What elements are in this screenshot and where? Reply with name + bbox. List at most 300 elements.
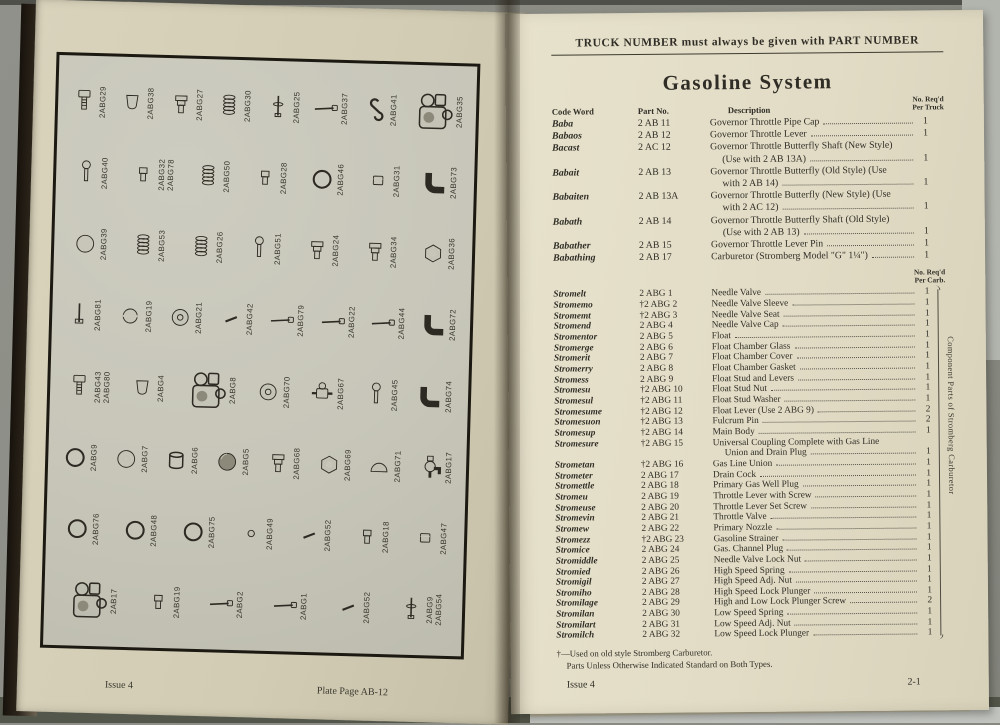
description-text: Governor Throttle Pipe Cap — [710, 116, 820, 129]
part-label: 2ABG52 — [323, 520, 332, 552]
lever-part-icon — [115, 302, 144, 331]
float-part-icon — [213, 447, 242, 476]
elbow-part-icon — [420, 311, 449, 340]
needle-part-icon — [207, 590, 236, 619]
quantity: 1 — [919, 479, 931, 490]
description-text: Union and Drain Plug — [713, 448, 807, 459]
code-word: Babath — [553, 216, 639, 229]
dotted-leader — [872, 257, 914, 258]
pin-part-icon — [333, 593, 362, 622]
code-word: Stromemt — [554, 311, 640, 322]
description — [713, 436, 931, 459]
part-number: 2 ABG 5 — [640, 331, 712, 342]
table-row — [556, 628, 932, 642]
description-text: Float Chamber Glass — [712, 341, 791, 352]
part-number: 2 ABG 30 — [642, 608, 714, 619]
code-word: Stromilart — [556, 620, 642, 631]
quantity: 1 — [920, 607, 932, 618]
description — [710, 140, 928, 166]
quantity: 1 — [918, 329, 930, 340]
part-figure — [362, 378, 400, 411]
part-figure — [166, 88, 204, 121]
quantity: 1 — [920, 564, 932, 575]
quantity: 1 — [920, 585, 932, 596]
description-text: Float Stud Washer — [712, 395, 780, 406]
quantity: 1 — [919, 521, 931, 532]
fitting-part-icon — [167, 90, 196, 119]
nut-part-icon — [410, 524, 439, 553]
dotted-leader — [782, 208, 913, 210]
code-word: Stromiddle — [556, 556, 642, 567]
description-text: Gas. Channel Plug — [714, 544, 784, 555]
description-text: Throttle Lever with Screw — [713, 490, 811, 502]
stud-part-icon — [263, 92, 292, 121]
part-figure — [302, 234, 340, 267]
part-figure — [251, 161, 289, 194]
dotted-leader — [782, 184, 913, 186]
part-number: 2 ABG 25 — [642, 555, 714, 566]
part-number: †2 ABG 15 — [641, 438, 713, 449]
dotted-leader — [782, 538, 916, 540]
code-word: Stromerge — [554, 343, 640, 354]
code-word: Babaiten — [553, 191, 639, 204]
part-label: 2ABG32 — [157, 159, 166, 191]
part-label: 2ABG9 — [90, 444, 99, 471]
cock-part-icon — [416, 453, 445, 482]
part-figure — [270, 591, 308, 620]
part-figure — [420, 309, 458, 342]
description-text: Float Chamber Cover — [712, 352, 793, 363]
description-text: Fulcrum Pin — [712, 416, 758, 427]
part-figure — [118, 86, 156, 119]
quantity: 1 — [919, 425, 931, 436]
part-figure — [416, 380, 454, 413]
part-label: 2ABG28 — [280, 162, 289, 194]
part-number: 2 ABG 1 — [639, 289, 711, 300]
dotted-leader — [850, 602, 917, 604]
plug-part-icon — [352, 522, 381, 551]
description-text: High Speed Lock Plunger — [714, 586, 810, 597]
dotted-leader — [771, 517, 917, 519]
ring-part-icon — [120, 516, 149, 545]
quantity: 1 — [918, 393, 930, 404]
part-label: 2ABG50 — [223, 161, 232, 193]
part-label: 2ABG35 — [456, 96, 465, 128]
table-row — [553, 213, 929, 241]
part-figure — [63, 577, 119, 625]
fitting-part-icon — [302, 236, 331, 265]
part-label: 2ABG79 — [297, 305, 306, 337]
quantity: 1 — [918, 340, 930, 351]
table-row — [552, 140, 928, 168]
ring-part-icon — [62, 514, 91, 543]
description — [710, 164, 928, 190]
bracket-label: Component Parts of Stromberg Carburetor — [946, 336, 956, 494]
part-figure — [181, 366, 237, 414]
qty-header-carb: No. Req'd Per Carb. — [553, 269, 945, 288]
description-text: Float Lever (Use 2 ABG 9) — [712, 405, 814, 417]
quantity: 1 — [919, 511, 931, 522]
part-figure — [397, 593, 444, 626]
part-label: 2ABG73 — [450, 167, 459, 199]
spring-part-icon — [128, 231, 157, 260]
code-word: Stromezz — [556, 534, 642, 545]
part-figure — [217, 303, 255, 336]
dotted-leader — [803, 485, 916, 487]
part-label: 2ABG74 — [445, 381, 454, 413]
part-number: 2 ABG 32 — [642, 630, 714, 641]
part-figure — [65, 299, 103, 332]
part-label: 2ABG8 — [229, 377, 238, 404]
part-label: 2ABG52 — [362, 592, 371, 624]
part-label: 2ABG49 — [265, 518, 274, 550]
quantity: 1 — [918, 383, 930, 394]
part-number: 2 ABG 26 — [642, 566, 714, 577]
part-label: 2ABG18 — [381, 521, 390, 553]
part-label: 2ABG31 — [393, 165, 402, 197]
part-number: 2 ABG 28 — [642, 587, 714, 598]
plug-part-icon — [128, 160, 157, 189]
part-label: 2AB17 — [110, 588, 119, 614]
part-label: 2ABG9 — [426, 596, 435, 623]
part-figure — [215, 89, 253, 122]
description-text: Carburetor (Stromberg Model "G" 1¼") — [711, 250, 868, 264]
part-figure — [333, 591, 371, 624]
code-word: Strometer — [555, 471, 641, 482]
part-number: 2 ABG 20 — [641, 502, 713, 513]
dotted-leader — [776, 527, 916, 529]
description-text: Needle Valve Sleeve — [711, 299, 788, 310]
needle-part-icon — [369, 309, 398, 338]
code-word: Stromesuon — [554, 417, 640, 428]
description-text: Low Speed Spring — [714, 608, 783, 619]
part-figure — [307, 163, 345, 196]
part-number: †2 ABG 3 — [640, 310, 712, 321]
quantity: 1 — [920, 575, 932, 586]
disc-part-icon — [70, 229, 99, 258]
part-number: †2 ABG 23 — [642, 534, 714, 545]
spring-part-icon — [194, 162, 223, 191]
spring-part-icon — [215, 91, 244, 120]
part-label: 2ABG71 — [394, 450, 403, 482]
col-description: Description — [710, 103, 944, 115]
part-number: 2 ABG 29 — [642, 598, 714, 609]
plate-row — [53, 421, 461, 504]
quantity: 1 — [917, 225, 929, 237]
right-page-footer — [557, 676, 949, 695]
cap-part-icon — [128, 374, 157, 403]
dotted-leader — [795, 623, 918, 625]
part-number: 2 AB 11 — [638, 117, 710, 130]
description — [711, 213, 929, 239]
code-word: Stromice — [556, 545, 642, 556]
part-figure — [186, 231, 224, 264]
left-page-footer — [17, 677, 509, 691]
part-label: 2ABG6 — [191, 447, 200, 474]
code-word: Baba — [552, 118, 638, 131]
description-text: Primary Nozzle — [713, 523, 772, 534]
part-figure — [264, 447, 302, 480]
description-text: Needle Valve — [711, 288, 761, 299]
description-text: (Use with 2 AB 13) — [711, 226, 800, 239]
description-text: Primary Gas Well Plug — [713, 480, 799, 491]
quantity: 1 — [919, 447, 931, 458]
ball-part-icon — [236, 519, 265, 548]
part-label: 2ABG37 — [341, 93, 350, 125]
part-label: 2ABG36 — [447, 238, 456, 270]
part-number: 2 ABG 4 — [640, 321, 712, 332]
ring-part-icon — [61, 443, 90, 472]
part-figure — [421, 166, 459, 199]
code-word: Stromemo — [553, 300, 639, 311]
description-text: High and Low Lock Plunger Screw — [714, 597, 846, 609]
description-text: Needle Valve Cap — [712, 320, 779, 331]
fitting-part-icon — [360, 238, 389, 267]
code-word: Stromesume — [554, 407, 640, 418]
part-figure — [70, 228, 108, 261]
part-figure — [236, 517, 274, 550]
part-figure — [166, 301, 204, 334]
truck-number-notice: TRUCK NUMBER must always be given with PART NUMBER — [551, 34, 943, 55]
part-label: 2ABG21 — [195, 302, 204, 334]
cap-part-icon — [118, 88, 147, 117]
code-word: Stromelt — [553, 289, 639, 300]
hexnut-part-icon — [314, 450, 343, 479]
quantity: 1 — [916, 152, 928, 164]
description-text: Governor Throttle Butterfly (Old Style) (Use — [710, 165, 887, 179]
dotted-leader — [765, 293, 914, 295]
spring-part-icon — [186, 233, 215, 262]
elbow-part-icon — [421, 168, 450, 197]
code-word: Stromied — [556, 566, 642, 577]
part-label: 2ABG80 — [102, 371, 111, 403]
part-figure — [111, 444, 149, 473]
quantity: 1 — [917, 250, 929, 262]
quantity: 1 — [916, 176, 928, 188]
part-figure — [268, 304, 306, 337]
description-text: with 2 AC 12) — [711, 202, 779, 215]
plate-row — [59, 208, 467, 291]
qty-header-truck: No. Req'd Per Truck — [552, 95, 944, 114]
part-label: 2ABG25 — [292, 91, 301, 123]
description-text: Float Chamber Gasket — [712, 363, 796, 374]
part-label: 2ABG38 — [147, 87, 156, 119]
dagger-footnote: †—Used on old style Stromberg Carburetor. — [556, 644, 948, 659]
description-text: High Speed Adj. Nut — [714, 576, 792, 587]
col-code-word: Code Word — [552, 106, 638, 117]
part-label: 2ABG69 — [343, 449, 352, 481]
quantity: 1 — [917, 237, 929, 249]
part-label: 2ABG29 — [99, 86, 108, 118]
part-figure — [128, 374, 166, 403]
quantity: 1 — [918, 351, 930, 362]
part-number: 2 ABG 9 — [640, 374, 712, 385]
table-row — [552, 164, 928, 192]
parts-plate-illustration — [40, 52, 480, 660]
quantity: 1 — [917, 201, 929, 213]
quantity: 1 — [920, 553, 932, 564]
dotted-leader — [785, 400, 916, 402]
needle-part-icon — [312, 94, 341, 123]
part-label: 2ABG45 — [391, 379, 400, 411]
quantity: 1 — [916, 115, 928, 127]
stud-part-icon — [397, 595, 426, 624]
needle-part-icon — [268, 306, 297, 335]
description-text: Governor Throttle Butterfly Shaft (New Style) — [710, 140, 892, 154]
quantity: 1 — [919, 468, 931, 479]
part-figure — [162, 446, 200, 475]
quantity: 1 — [916, 128, 928, 140]
part-figure — [360, 93, 398, 126]
code-word: Stromeu — [555, 492, 641, 503]
part-figure — [294, 519, 332, 552]
quantity: 1 — [919, 489, 931, 500]
dotted-leader — [811, 135, 913, 137]
code-word: Babaos — [552, 130, 638, 143]
description — [714, 628, 932, 641]
part-label: 2ABG5 — [242, 449, 251, 476]
code-word: Stromesure — [555, 439, 641, 450]
part-label: 2ABG26 — [215, 232, 224, 264]
part-label: 2ABG51 — [273, 233, 282, 265]
right-page — [505, 10, 989, 714]
carb-part-icon — [181, 366, 228, 413]
part-number: †2 ABG 12 — [640, 406, 712, 417]
part-number: †2 ABG 2 — [639, 299, 711, 310]
quantity: 1 — [920, 628, 932, 639]
code-word: Stromilch — [556, 630, 642, 641]
description-text: Low Speed Lock Plunger — [714, 629, 809, 640]
part-number: 2 ABG 24 — [642, 544, 714, 555]
pin-part-icon — [294, 521, 323, 550]
part-figure — [312, 92, 350, 125]
quantity: 1 — [919, 532, 931, 543]
col-part-no: Part No. — [638, 105, 710, 116]
part-number: 2 AB 13 — [638, 166, 710, 179]
quantity: 1 — [918, 308, 930, 319]
part-figure — [128, 158, 175, 191]
quantity: 1 — [917, 287, 929, 298]
quantity: 1 — [920, 617, 932, 628]
code-word: Stromilan — [556, 609, 642, 620]
part-figure — [144, 586, 182, 619]
dotted-leader — [816, 495, 917, 497]
screw-part-icon — [362, 380, 391, 409]
part-label: 2ABG43 — [93, 371, 102, 403]
book-gutter-shadow — [494, 0, 520, 723]
part-label: 2ABG41 — [389, 94, 398, 126]
part-label: 2ABG78 — [166, 159, 175, 191]
page-number: 2-1 — [907, 677, 920, 688]
part-label: 2ABG39 — [99, 228, 108, 260]
part-label: 2ABG17 — [445, 452, 454, 484]
part-label: 2ABG34 — [389, 236, 398, 268]
part-number: 2 ABG 27 — [642, 576, 714, 587]
code-word: Stromesup — [555, 428, 641, 439]
part-label: 2ABG70 — [283, 376, 292, 408]
governor-parts-table — [552, 115, 945, 265]
clamp-part-icon — [360, 95, 389, 124]
quantity: 2 — [918, 404, 930, 415]
dotted-leader — [813, 634, 917, 636]
needle-part-icon — [318, 308, 347, 337]
quantity: 1 — [919, 500, 931, 511]
quantity: 1 — [920, 543, 932, 554]
description-text: Needle Valve Lock Nut — [714, 554, 801, 565]
part-figure — [263, 90, 301, 123]
washer-part-icon — [254, 377, 283, 406]
column-headers — [552, 103, 944, 116]
description-text: Gas Line Union — [713, 459, 772, 470]
description-text: Throttle Valve — [713, 512, 766, 523]
description-text: Main Body — [713, 427, 755, 438]
quantity: 1 — [919, 457, 931, 468]
part-number: †2 ABG 11 — [640, 395, 712, 406]
pin-part-icon — [217, 305, 246, 334]
part-figure — [308, 377, 346, 410]
part-label: 2ABG81 — [94, 299, 103, 331]
part-figure — [70, 85, 108, 118]
quantity: 2 — [918, 415, 930, 426]
part-number: †2 ABG 10 — [640, 385, 712, 396]
description-text: Gasoline Strainer — [713, 533, 778, 544]
description-text: Needle Valve Seat — [712, 309, 780, 320]
dotted-leader — [763, 421, 916, 423]
part-figure — [314, 448, 352, 481]
dotted-leader — [814, 591, 917, 593]
description-text: Drain Cock — [713, 470, 756, 481]
dotted-leader — [818, 410, 916, 412]
part-number: 2 AC 12 — [638, 142, 710, 155]
screw-part-icon — [72, 158, 101, 187]
part-figure — [178, 516, 216, 549]
dotted-leader — [787, 613, 917, 615]
hexnut-part-icon — [418, 239, 447, 268]
description-text: (Use with 2 AB 13A) — [710, 153, 806, 166]
dotted-leader — [735, 336, 915, 339]
part-number: 2 ABG 22 — [641, 523, 713, 534]
rod-part-icon — [65, 301, 94, 330]
part-figure — [364, 164, 402, 197]
code-word: Stromettle — [555, 481, 641, 492]
issue-label: Issue 4 — [105, 679, 133, 691]
part-label: 2ABG7 — [140, 446, 149, 473]
code-word: Stromerry — [554, 364, 640, 375]
description-text: Throttle Lever Set Screw — [713, 501, 807, 512]
part-figure — [207, 590, 245, 619]
part-label: 2ABG30 — [244, 90, 253, 122]
part-label: 2ABG67 — [337, 378, 346, 410]
dotted-leader — [784, 314, 915, 316]
part-number: 2 ABG 17 — [641, 470, 713, 481]
nut-part-icon — [364, 166, 393, 195]
code-word: Stromew — [555, 524, 641, 535]
part-figure — [244, 232, 282, 265]
part-number: †2 ABG 13 — [640, 417, 712, 428]
description-text: Low Speed Adj. Nut — [714, 618, 791, 629]
code-word: Stromesu — [554, 385, 640, 396]
part-figure — [62, 512, 100, 545]
component-parts-bracket — [937, 290, 941, 636]
part-label: 2ABG44 — [398, 308, 407, 340]
plate-row — [63, 65, 471, 148]
part-figure — [128, 229, 166, 262]
dotted-leader — [811, 506, 916, 508]
page-title: Gasoline System — [551, 68, 943, 96]
part-label: 2ABG53 — [157, 230, 166, 262]
dotted-leader — [827, 245, 914, 247]
plate-page-label: Plate Page AB-12 — [317, 685, 388, 698]
